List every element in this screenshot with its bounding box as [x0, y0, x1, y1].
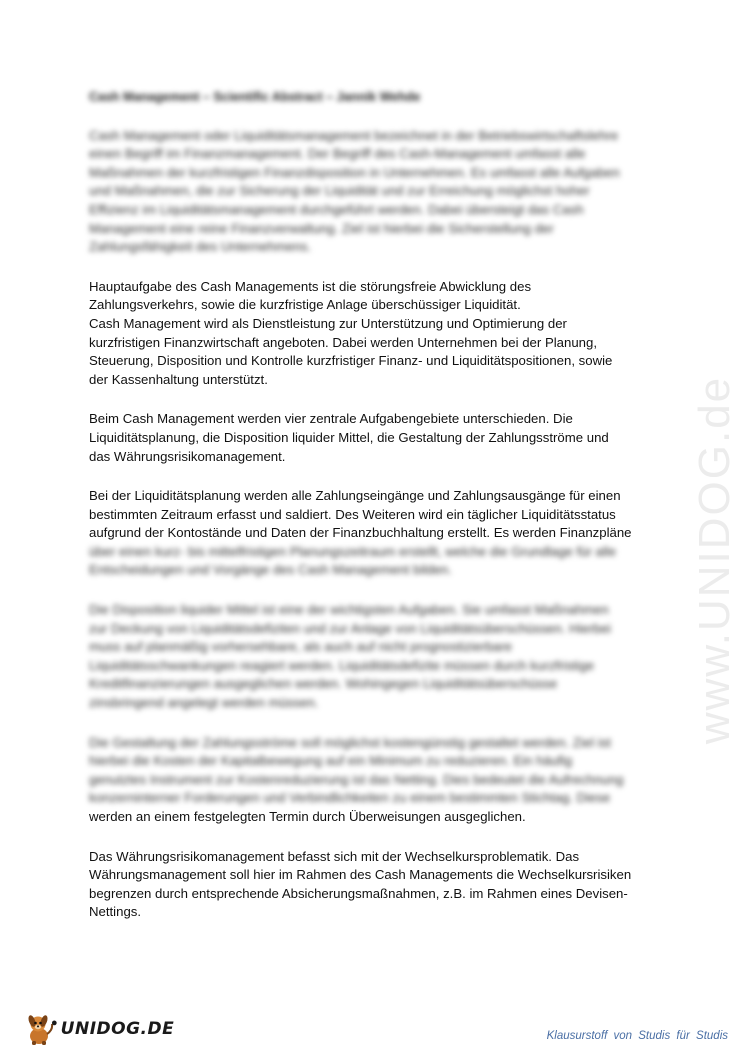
- text-line: Beim Cash Management werden vier zentrale Aufgabengebiete unterschieden. Die: [89, 411, 573, 427]
- text-line: Zahlungsverkehrs, sowie die kurzfristige Anlage überschüssiger Liquidität.: [89, 297, 521, 313]
- watermark: www.UNIDOG.de: [690, 375, 739, 745]
- text-line: Nettings.: [89, 904, 142, 920]
- text-line: Cash Management oder Liquiditätsmanagement bezeichnet in der Betriebswirtschaftslehre: [89, 127, 619, 143]
- text-line: werden an einem festgelegten Termin durch Überweisungen ausgeglichen.: [89, 809, 526, 824]
- text-line: hierbei die Kosten der Kapitalbewegung auf ein Minimum zu reduzieren. Ein häufig: [89, 753, 573, 769]
- text-line: zinsbringend angelegt werden müssen.: [89, 695, 319, 711]
- text-line: Das Währungsrisikomanagement befasst sich mit der Wechselkursproblematik. Das: [89, 848, 580, 864]
- text-line: das Währungsrisikomanagement.: [89, 448, 286, 464]
- text-line: Hauptaufgabe des Cash Managements ist die störungsfreie Abwicklung des: [89, 278, 532, 294]
- footer-tagline: Klausurstoff von Studis für Studis: [546, 1030, 728, 1042]
- document-title: Cash Management – Scientific Abstract – Jannik Wehde: [89, 90, 421, 104]
- text-line: begrenzen durch entsprechende Absicherungsmaßnahmen, z.B. im Rahmen eines Devisen-: [89, 885, 628, 901]
- text-line: Cash Management wird als Dienstleistung zur Unterstützung und Optimierung der: [89, 315, 567, 331]
- text-line: bestimmten Zeitraum erfasst und saldiert. Des Weiteren wird ein täglicher Liquiditätsstatus: [89, 506, 616, 522]
- text-line: einen Begriff im Finanzmanagement. Der Begriff des Cash-Management umfasst alle: [89, 146, 586, 162]
- text-line: Liquiditätsplanung, die Disposition liquider Mittel, die Gestaltung der Zahlungsströme und: [89, 429, 609, 445]
- text-line: konzerninterner Forderungen und Verbindlichkeiten zu einem bestimmten Stichtag. Diese: [89, 790, 611, 806]
- dog-mascot-icon: [24, 1012, 54, 1046]
- document-body: [89, 88, 659, 943]
- paw-icon: ●: [51, 1017, 58, 1029]
- text-line: muss auf planmäßig vorhersehbare, als auch auf nicht prognostizierbare: [89, 639, 512, 655]
- logo-text: UNIDOG.DE: [60, 1019, 175, 1039]
- text-line: Liquiditätsschwankungen reagiert werden. Liquiditätsdefizite müssen durch kurzfristige: [89, 657, 595, 673]
- text-line: Die Gestaltung der Zahlungsströme soll möglichst kostengünstig gestaltet werden. Ziel ist: [89, 734, 611, 750]
- text-line: Die Disposition liquider Mittel ist eine der wichtigsten Aufgaben. Sie umfasst Maßnahmen: [89, 602, 609, 618]
- text-line: Kreditfinanzierungen ausgeglichen werden. Wohingegen Liquiditätsüberschüsse: [89, 676, 558, 692]
- text-line: Steuerung, Disposition und Kontrolle kurzfristiger Finanz- und Liquiditätspositionen, sowie: [89, 353, 613, 369]
- paragraph: [89, 734, 659, 827]
- paragraph-list: [89, 127, 659, 922]
- text-line: Währungsmanagement soll hier im Rahmen des Cash Managements die Wechselkursrisiken: [89, 867, 632, 883]
- text-line: Maßnahmen der kurzfristigen Finanzdisposition in Unternehmen. Es umfasst alle Aufgaben: [89, 164, 620, 180]
- paragraph: [89, 601, 659, 713]
- text-line: und Maßnahmen, die zur Sicherung der Liquidität und zur Erreichung möglichst hoher: [89, 183, 590, 199]
- text-line: Management eine reine Finanzverwaltung. Ziel ist hierbei die Sicherstellung der: [89, 220, 554, 236]
- paragraph: [89, 410, 659, 466]
- text-line: zur Deckung von Liquiditätsdefiziten und zur Anlage von Liquiditätsüberschüssen. Hierbei: [89, 620, 611, 636]
- paragraph: [89, 487, 659, 580]
- paragraph: [89, 127, 659, 257]
- text-line: Effizienz im Liquiditätsmanagement durchgeführt werden. Dabei übersteigt das Cash: [89, 201, 584, 217]
- unidog-logo: [24, 1012, 174, 1046]
- text-line: kurzfristigen Finanzwirtschaft angeboten. Dabei werden Unternehmen bei der Planung,: [89, 334, 598, 350]
- paragraph: [89, 278, 659, 390]
- text-line: aufgrund der Kontostände und Daten der Finanzbuchhaltung erstellt. Es werden Finanzpläne: [89, 525, 632, 541]
- text-line: Entscheidungen und Vorgänge des Cash Management bilden.: [89, 562, 452, 578]
- text-line: Zahlungsfähigkeit des Unternehmens.: [89, 239, 312, 255]
- text-line: der Kassenhaltung unterstützt.: [89, 371, 268, 387]
- paragraph: [89, 848, 659, 922]
- text-line: über einen kurz- bis mittelfristigen Planungszeitraum erstellt, welche die Grundlage für alle: [89, 543, 617, 559]
- text-line: Bei der Liquiditätsplanung werden alle Zahlungseingänge und Zahlungsausgänge für einen: [89, 488, 621, 504]
- text-line: genutztes Instrument zur Kostenreduzierung ist das Netting. Dies bedeutet die Aufrechnung: [89, 771, 624, 787]
